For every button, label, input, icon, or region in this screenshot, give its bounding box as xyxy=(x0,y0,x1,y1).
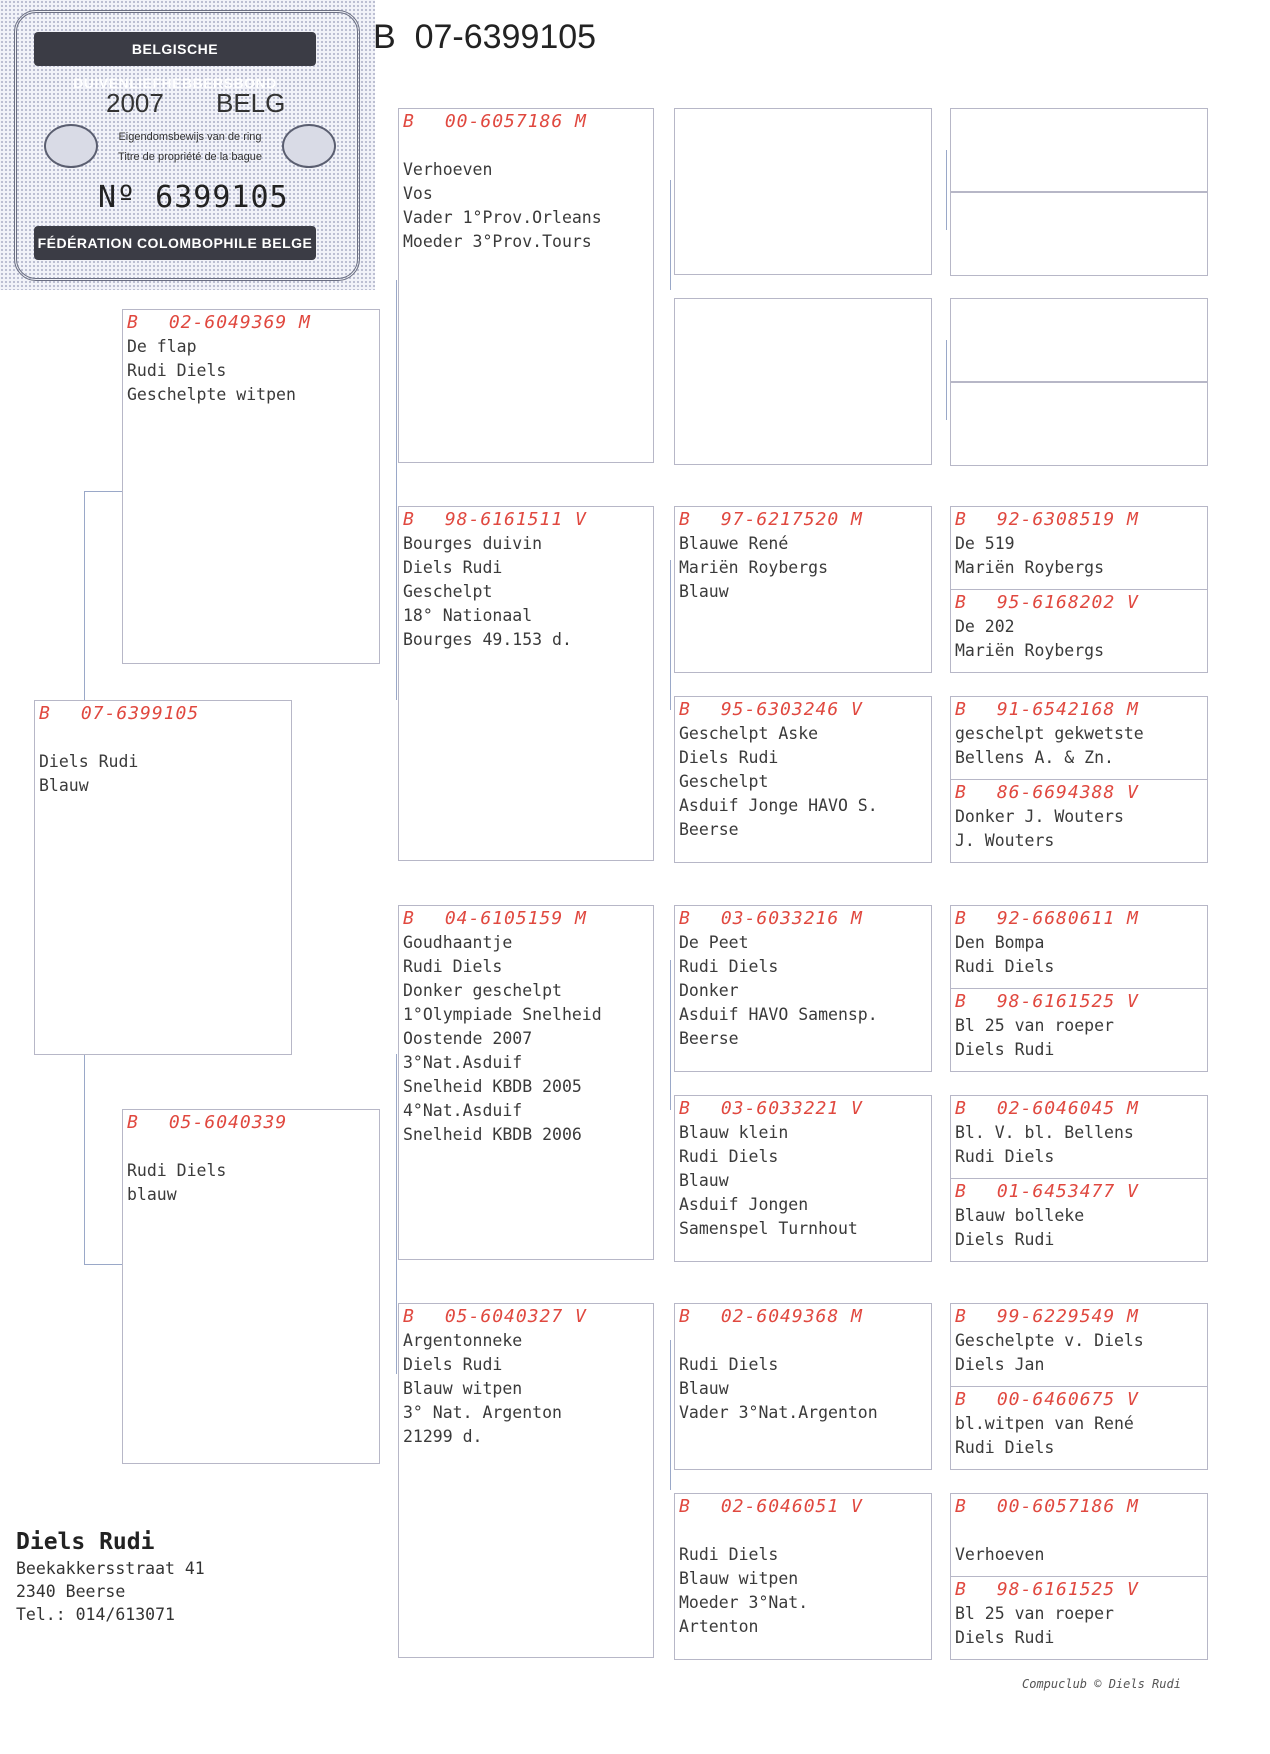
ring-prefix: B xyxy=(39,703,51,724)
pigeon-info-line xyxy=(675,1329,931,1353)
connector-line xyxy=(946,150,947,230)
grandparent-card xyxy=(398,1303,654,1658)
pigeon-info-line: Snelheid KBDB 2005 xyxy=(403,1077,582,1096)
ring-number xyxy=(951,1494,1207,1519)
connector-line xyxy=(84,491,122,492)
great-great-grandparent-card xyxy=(950,506,1208,590)
ring-number xyxy=(951,1179,1207,1204)
pigeon-info-line: Blauw witpen xyxy=(679,1569,799,1588)
ring-code: 02-6049368 M xyxy=(720,1306,863,1327)
ring-prefix: B xyxy=(403,1306,415,1327)
ring-prefix: B xyxy=(403,509,415,530)
connector-line xyxy=(84,1264,122,1265)
pigeon-info-line: Rudi Diels xyxy=(127,1161,227,1180)
pigeon-emblem-icon xyxy=(44,124,98,168)
ring-number xyxy=(951,383,1207,407)
connector-line xyxy=(670,960,671,1110)
ring-number xyxy=(951,780,1207,805)
grandparent-card xyxy=(398,108,654,463)
great-great-grandparent-card xyxy=(950,696,1208,780)
pigeon-info-line: Rudi Diels xyxy=(679,1545,779,1564)
pigeon-info-line: Asduif Jongen xyxy=(679,1195,809,1214)
pigeon-info-line: Bourges duivin xyxy=(403,534,543,553)
ring-prefix: B xyxy=(955,1496,967,1517)
ring-code: 05-6040327 V xyxy=(444,1306,587,1327)
certificate-top-banner: BELGISCHE DUIVENLIEFHEBBERSBOND xyxy=(34,32,316,66)
pigeon-info-line: 4°Nat.Asduif xyxy=(403,1101,523,1120)
ring-prefix: B xyxy=(679,908,691,929)
ring-number xyxy=(399,1304,653,1329)
pigeon-info-line: Bellens A. & Zn. xyxy=(955,748,1114,767)
ring-code: 03-6033216 M xyxy=(720,908,863,929)
connector-line xyxy=(670,1340,671,1490)
pigeon-info-line: Bourges 49.153 d. xyxy=(403,630,572,649)
certificate-line2: Titre de propriété de la bague xyxy=(118,151,262,163)
ring-number xyxy=(399,507,653,532)
pigeon-info-line: Rudi Diels xyxy=(679,957,779,976)
great-great-grandparent-card xyxy=(950,192,1208,276)
pigeon-info-line: Donker J. Wouters xyxy=(955,807,1124,826)
pigeon-info-line: 3°Nat.Asduif xyxy=(403,1053,523,1072)
ring-number xyxy=(675,1304,931,1329)
pigeon-info-line: Blauw xyxy=(679,582,729,601)
pigeon-info-line: Vos xyxy=(403,184,433,203)
ring-number xyxy=(123,310,379,335)
pigeon-info-line: Asduif HAVO Samensp. xyxy=(679,1005,878,1024)
pigeon-info-line: Mariën Roybergs xyxy=(679,558,829,577)
great-grandparent-card xyxy=(674,1303,932,1470)
ring-number xyxy=(123,1110,379,1135)
pigeon-info-line: geschelpt gekwetste xyxy=(955,724,1144,743)
great-great-grandparent-card xyxy=(950,1303,1208,1387)
pigeon-info-line: De flap xyxy=(127,337,197,356)
grandparent-card xyxy=(398,506,654,861)
connector-line xyxy=(670,560,671,710)
pigeon-info-line: bl.witpen van René xyxy=(955,1414,1134,1433)
connector-line xyxy=(396,540,397,700)
certificate-year: 2007 xyxy=(106,88,164,118)
owner-name: Diels Rudi xyxy=(16,1529,155,1555)
great-grandparent-card xyxy=(674,108,932,275)
ring-certificate xyxy=(0,0,375,290)
ring-prefix: B xyxy=(955,908,967,929)
great-great-grandparent-card xyxy=(950,779,1208,863)
ring-number xyxy=(399,109,653,134)
ring-number xyxy=(675,1096,931,1121)
pigeon-info-line: Diels Rudi xyxy=(39,752,139,771)
ring-code: 92-6308519 M xyxy=(996,509,1139,530)
grandparent-card xyxy=(398,905,654,1260)
pigeon-info-line: De Peet xyxy=(679,933,749,952)
ring-code: 98-6161525 V xyxy=(996,991,1139,1012)
great-great-grandparent-card xyxy=(950,1386,1208,1470)
pigeon-info-line: Geschelpte v. Diels xyxy=(955,1331,1144,1350)
crown-emblem-icon xyxy=(282,124,336,168)
ring-number xyxy=(675,697,931,722)
great-grandparent-card xyxy=(674,905,932,1072)
ring-code: 02-6049369 M xyxy=(168,312,311,333)
pigeon-info-line: Snelheid KBDB 2006 xyxy=(403,1125,582,1144)
pigeon-info-line: Bl 25 van roeper xyxy=(955,1016,1114,1035)
pigeon-info-line xyxy=(951,1519,1207,1543)
subject-pigeon-card xyxy=(34,700,292,1055)
ring-code: 02-6046051 V xyxy=(720,1496,863,1517)
great-grandparent-card xyxy=(674,1095,932,1262)
pigeon-info-line: Bl. V. bl. Bellens xyxy=(955,1123,1134,1142)
pigeon-info-line: Blauwe René xyxy=(679,534,789,553)
pigeon-info-line: 18° Nationaal xyxy=(403,606,533,625)
owner-city: 2340 Beerse xyxy=(16,1582,126,1601)
pigeon-info-line: 21299 d. xyxy=(403,1427,483,1446)
ring-prefix: B xyxy=(403,111,415,132)
owner-street: Beekakkersstraat 41 xyxy=(16,1559,205,1578)
ring-number xyxy=(951,989,1207,1014)
pigeon-info-line: Diels Rudi xyxy=(403,1355,503,1374)
pigeon-info-line: Donker xyxy=(679,981,739,1000)
ring-prefix: B xyxy=(955,991,967,1012)
ring-prefix: B xyxy=(679,699,691,720)
pigeon-info-line: Beerse xyxy=(679,820,739,839)
pigeon-info-line: Geschelpte witpen xyxy=(127,385,296,404)
ring-number xyxy=(951,193,1207,217)
pigeon-info-line: Den Bompa xyxy=(955,933,1045,952)
pigeon-info-line: Blauw xyxy=(39,776,89,795)
pigeon-info-line: Vader 1°Prov.Orleans xyxy=(403,208,602,227)
pigeon-info-line: Samenspel Turnhout xyxy=(679,1219,858,1238)
ring-number xyxy=(675,906,931,931)
pigeon-info-line: Rudi Diels xyxy=(955,1438,1055,1457)
pigeon-info-line: blauw xyxy=(127,1185,177,1204)
ring-code: 00-6057186 M xyxy=(444,111,587,132)
great-great-grandparent-card xyxy=(950,905,1208,989)
connector-line xyxy=(946,340,947,420)
ring-code: 00-6460675 V xyxy=(996,1389,1139,1410)
ring-prefix: B xyxy=(955,1579,967,1600)
pigeon-info-line: Argentonneke xyxy=(403,1331,523,1350)
great-grandparent-card xyxy=(674,696,932,863)
pigeon-info-line: Diels Rudi xyxy=(955,1040,1055,1059)
pigeon-info-line: Blauw bolleke xyxy=(955,1206,1085,1225)
ring-number xyxy=(951,1387,1207,1412)
ring-code: 91-6542168 M xyxy=(996,699,1139,720)
ring-number xyxy=(675,507,931,532)
ring-code: 04-6105159 M xyxy=(444,908,587,929)
ring-prefix: B xyxy=(679,1306,691,1327)
pigeon-info-line: Asduif Jonge HAVO S. xyxy=(679,796,878,815)
ring-number xyxy=(675,109,931,133)
ring-number xyxy=(951,697,1207,722)
father-card xyxy=(122,309,380,664)
ring-number xyxy=(399,906,653,931)
footer-credit: Compuclub © Diels Rudi xyxy=(1022,1677,1181,1691)
ring-prefix: B xyxy=(955,592,967,613)
pigeon-info-line: Beerse xyxy=(679,1029,739,1048)
pigeon-info-line xyxy=(675,1519,931,1543)
ring-code: 95-6168202 V xyxy=(996,592,1139,613)
ring-code: 03-6033221 V xyxy=(720,1098,863,1119)
connector-line xyxy=(84,491,85,701)
great-great-grandparent-card xyxy=(950,1178,1208,1262)
ring-code: 05-6040339 xyxy=(168,1112,288,1133)
pigeon-info-line: Moeder 3°Prov.Tours xyxy=(403,232,592,251)
pigeon-info-line: Moeder 3°Nat. xyxy=(679,1593,809,1612)
pigeon-info-line: Diels Rudi xyxy=(679,748,779,767)
certificate-line1: Eigendomsbewijs van de ring xyxy=(118,131,262,143)
pigeon-info-line: Geschelpt xyxy=(679,772,769,791)
ring-code: 07-6399105 xyxy=(80,703,200,724)
ring-number xyxy=(675,1494,931,1519)
pigeon-info-line: J. Wouters xyxy=(955,831,1055,850)
page-title: B 07-6399105 xyxy=(373,18,597,56)
pigeon-info-line: De 519 xyxy=(955,534,1015,553)
great-great-grandparent-card xyxy=(950,589,1208,673)
ring-prefix: B xyxy=(679,509,691,530)
pigeon-info-line: Goudhaantje xyxy=(403,933,513,952)
ring-number xyxy=(951,906,1207,931)
pigeon-info-line: Mariën Roybergs xyxy=(955,641,1105,660)
ring-code: 95-6303246 V xyxy=(720,699,863,720)
ring-code: 98-6161511 V xyxy=(444,509,587,530)
pigeon-info-line: Verhoeven xyxy=(403,160,493,179)
connector-line xyxy=(670,180,671,290)
great-great-grandparent-card xyxy=(950,1576,1208,1660)
pigeon-info-line: Geschelpt Aske xyxy=(679,724,819,743)
pigeon-info-line: Rudi Diels xyxy=(679,1355,779,1374)
ring-prefix: B xyxy=(955,1181,967,1202)
ring-prefix: B xyxy=(955,1389,967,1410)
pigeon-info-line: 3° Nat. Argenton xyxy=(403,1403,562,1422)
pigeon-info-line: Rudi Diels xyxy=(955,1147,1055,1166)
ring-prefix: B xyxy=(127,1112,139,1133)
great-great-grandparent-card xyxy=(950,382,1208,466)
pigeon-info-line: Diels Jan xyxy=(955,1355,1045,1374)
pigeon-info-line: Rudi Diels xyxy=(127,361,227,380)
pigeon-info-line: Diels Rudi xyxy=(955,1230,1055,1249)
great-great-grandparent-card xyxy=(950,1095,1208,1179)
pigeon-info-line xyxy=(35,726,291,750)
great-great-grandparent-card xyxy=(950,988,1208,1072)
pigeon-info-line: Blauw witpen xyxy=(403,1379,523,1398)
pigeon-info-line: Rudi Diels xyxy=(955,957,1055,976)
ring-code: 97-6217520 M xyxy=(720,509,863,530)
pigeon-info-line: De 202 xyxy=(955,617,1015,636)
ring-prefix: B xyxy=(403,908,415,929)
ring-code: 02-6046045 M xyxy=(996,1098,1139,1119)
ring-code: 00-6057186 M xyxy=(996,1496,1139,1517)
pigeon-info-line: Artenton xyxy=(679,1617,759,1636)
connector-line xyxy=(396,1164,397,1374)
ring-code: 01-6453477 V xyxy=(996,1181,1139,1202)
ring-prefix: B xyxy=(955,1306,967,1327)
pigeon-info-line: Oostende 2007 xyxy=(403,1029,533,1048)
certificate-number: Nº 6399105 xyxy=(98,180,289,215)
ring-prefix: B xyxy=(955,509,967,530)
ring-number xyxy=(675,299,931,323)
owner-phone: Tel.: 014/613071 xyxy=(16,1605,175,1624)
ring-code: 92-6680611 M xyxy=(996,908,1139,929)
ring-number xyxy=(35,701,291,726)
ring-prefix: B xyxy=(955,699,967,720)
ring-code: 86-6694388 V xyxy=(996,782,1139,803)
pigeon-info-line: Rudi Diels xyxy=(403,957,503,976)
pigeon-info-line: Vader 3°Nat.Argenton xyxy=(679,1403,878,1422)
ring-code: 98-6161525 V xyxy=(996,1579,1139,1600)
ring-number xyxy=(951,1304,1207,1329)
great-great-grandparent-card xyxy=(950,108,1208,192)
mother-card xyxy=(122,1109,380,1464)
great-grandparent-card xyxy=(674,506,932,673)
owner-block xyxy=(16,1527,205,1626)
pigeon-info-line: Blauw xyxy=(679,1379,729,1398)
certificate-bottom-banner: FÉDÉRATION COLOMBOPHILE BELGE xyxy=(34,226,316,260)
ring-prefix: B xyxy=(679,1496,691,1517)
ring-number xyxy=(951,1577,1207,1602)
certificate-country: BELG xyxy=(216,88,286,118)
ring-code: 99-6229549 M xyxy=(996,1306,1139,1327)
ring-prefix: B xyxy=(679,1098,691,1119)
connector-line xyxy=(84,1054,85,1264)
pigeon-info-line: Rudi Diels xyxy=(679,1147,779,1166)
pigeon-info-line: Verhoeven xyxy=(955,1545,1045,1564)
ring-prefix: B xyxy=(955,1098,967,1119)
ring-prefix: B xyxy=(955,782,967,803)
ring-number xyxy=(951,590,1207,615)
pigeon-info-line: Blauw xyxy=(679,1171,729,1190)
ring-number xyxy=(951,299,1207,323)
pigeon-info-line: Geschelpt xyxy=(403,582,493,601)
connector-line xyxy=(396,280,397,540)
pigeon-info-line: Donker geschelpt xyxy=(403,981,562,1000)
pigeon-info-line: Mariën Roybergs xyxy=(955,558,1105,577)
pigeon-info-line xyxy=(399,134,653,158)
ring-number xyxy=(951,507,1207,532)
ring-prefix: B xyxy=(127,312,139,333)
great-great-grandparent-card xyxy=(950,1493,1208,1577)
pigeon-info-line: Bl 25 van roeper xyxy=(955,1604,1114,1623)
great-great-grandparent-card xyxy=(950,298,1208,382)
great-grandparent-card xyxy=(674,298,932,465)
great-grandparent-card xyxy=(674,1493,932,1660)
ring-number xyxy=(951,109,1207,133)
ring-number xyxy=(951,1096,1207,1121)
pigeon-info-line xyxy=(123,1135,379,1159)
pigeon-info-line: Blauw klein xyxy=(679,1123,789,1142)
pigeon-info-line: Diels Rudi xyxy=(955,1628,1055,1647)
pigeon-info-line: Diels Rudi xyxy=(403,558,503,577)
pigeon-info-line: 1°Olympiade Snelheid xyxy=(403,1005,602,1024)
